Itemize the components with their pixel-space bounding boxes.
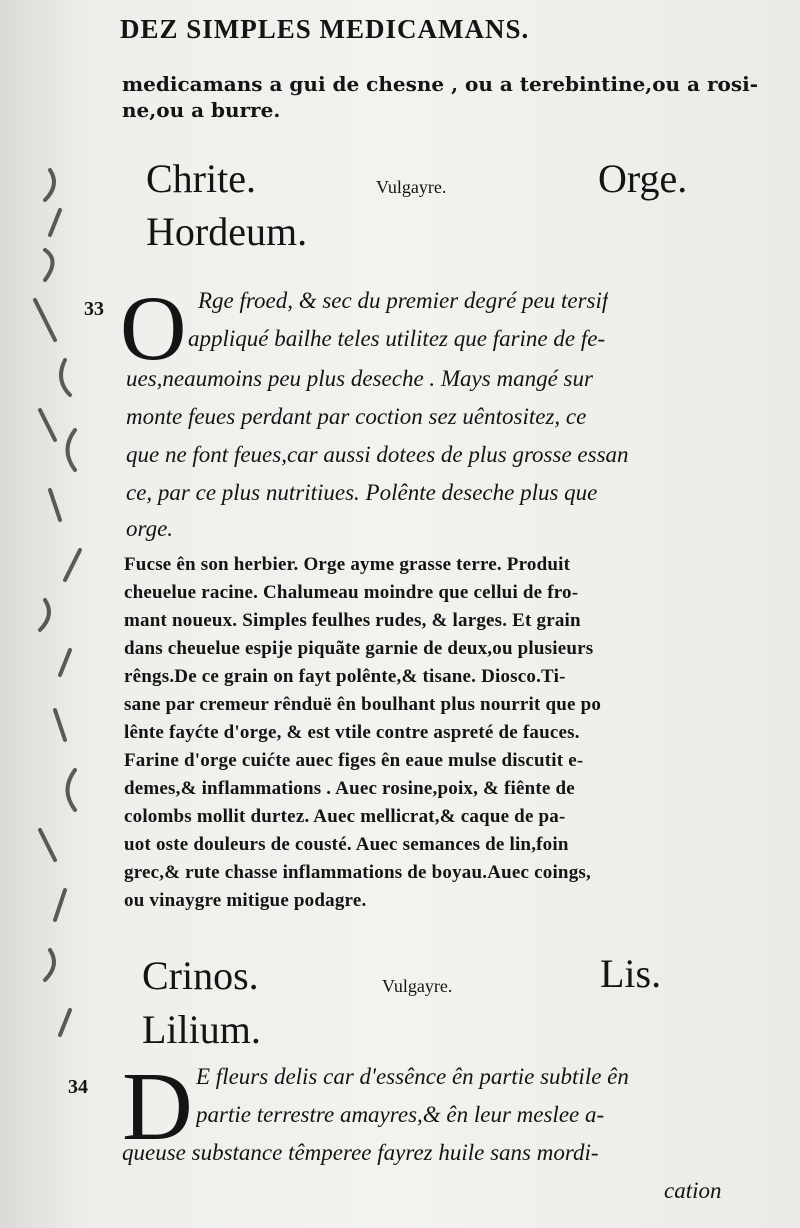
entry1-drop-cap: O bbox=[120, 277, 187, 379]
entry1-roman-line: cheuelue racine. Chalumeau moindre que cellui de fro- bbox=[124, 582, 579, 603]
entry1-roman-line: Fucse ên son herbier. Orge ayme grasse terre. Produit bbox=[124, 554, 571, 575]
entry1-roman-line: Farine d'orge cuićte auec figes ên eaue mulse discutit e- bbox=[124, 750, 584, 771]
entry1-margin-number: 33 bbox=[84, 298, 104, 320]
entry1-roman-line: grec,& rute chasse inflammations de boyau.Auec coings, bbox=[124, 862, 591, 883]
entry2-italic-line: partie terrestre amayres,& ên leur meslee a- bbox=[196, 1102, 605, 1127]
entry1-italic-line: Rge froed, & sec du premier degré peu tersif bbox=[198, 288, 609, 313]
entry1-vulgar-label: Vulgayre. bbox=[376, 177, 447, 197]
entry1-roman-line: colombs mollit durtez. Auec mellicrat,& caque de pa- bbox=[124, 806, 566, 827]
entry1-italic-line: appliqué bailhe teles utilitez que farine de fe- bbox=[188, 326, 606, 351]
entry2-french-name: Lis. bbox=[600, 951, 662, 996]
entry1-roman-line: mant noueux. Simples feulhes rudes, & larges. Et grain bbox=[124, 610, 581, 631]
entry2-italic-line: queuse substance têmperee fayrez huile sans mordi- bbox=[122, 1140, 599, 1165]
entry1-french-name: Orge. bbox=[598, 156, 688, 201]
entry1-italic-line: ues,neaumoins peu plus deseche . Mays mangé sur bbox=[126, 366, 593, 391]
entry2-italic-line: E fleurs delis car d'essênce ên partie subtile ên bbox=[196, 1064, 629, 1089]
running-title: DEZ SIMPLES MEDICAMANS. bbox=[120, 14, 530, 44]
entry1-italic-line: orge. bbox=[126, 516, 174, 541]
entry1-roman-line: lênte fayćte d'orge, & est vtile contre aspreté de fauces. bbox=[124, 722, 580, 743]
entry1-roman-line: demes,& inflammations . Auec rosine,poix, & fiênte de bbox=[124, 778, 575, 799]
entry2-greek-name: Crinos. bbox=[142, 953, 259, 998]
entry1-italic-line: monte feues perdant par coction sez uêntositez, ce bbox=[126, 404, 587, 429]
entry2-margin-number: 34 bbox=[68, 1076, 88, 1098]
entry2-vulgar-label: Vulgayre. bbox=[382, 976, 453, 996]
entry1-roman-line: uot oste douleurs de cousté. Auec semances de lin,foin bbox=[124, 834, 569, 855]
entry1-roman-line: rêngs.De ce grain on fayt polênte,& tisane. Diosco.Ti- bbox=[124, 666, 566, 687]
entry1-greek-name: Chrite. bbox=[146, 156, 256, 201]
entry2-latin-name: Lilium. bbox=[142, 1007, 261, 1052]
handwritten-margin-marks bbox=[20, 130, 120, 1130]
intro-line: ne,ou a burre. bbox=[122, 98, 281, 122]
entry1-roman-line: sane par cremeur rênduë ên boulhant plus nourrit que po bbox=[124, 694, 602, 715]
entry2-drop-cap: D bbox=[122, 1053, 193, 1161]
entry2-italic-line: cation bbox=[664, 1178, 722, 1203]
entry1-roman-line: ou vinaygre mitigue podagre. bbox=[124, 890, 367, 911]
entry1-italic-line: ce, par ce plus nutritiues. Polênte deseche plus que bbox=[126, 480, 598, 505]
entry1-italic-line: que ne font feues,car aussi dotees de plus grosse essan bbox=[126, 442, 629, 467]
entry1-latin-name: Hordeum. bbox=[146, 209, 308, 254]
intro-line: medicamans a gui de chesne , ou a terebintine,ou a rosi- bbox=[122, 72, 759, 96]
entry1-roman-line: dans cheuelue espije piquãte garnie de deux,ou plusieurs bbox=[124, 638, 594, 659]
